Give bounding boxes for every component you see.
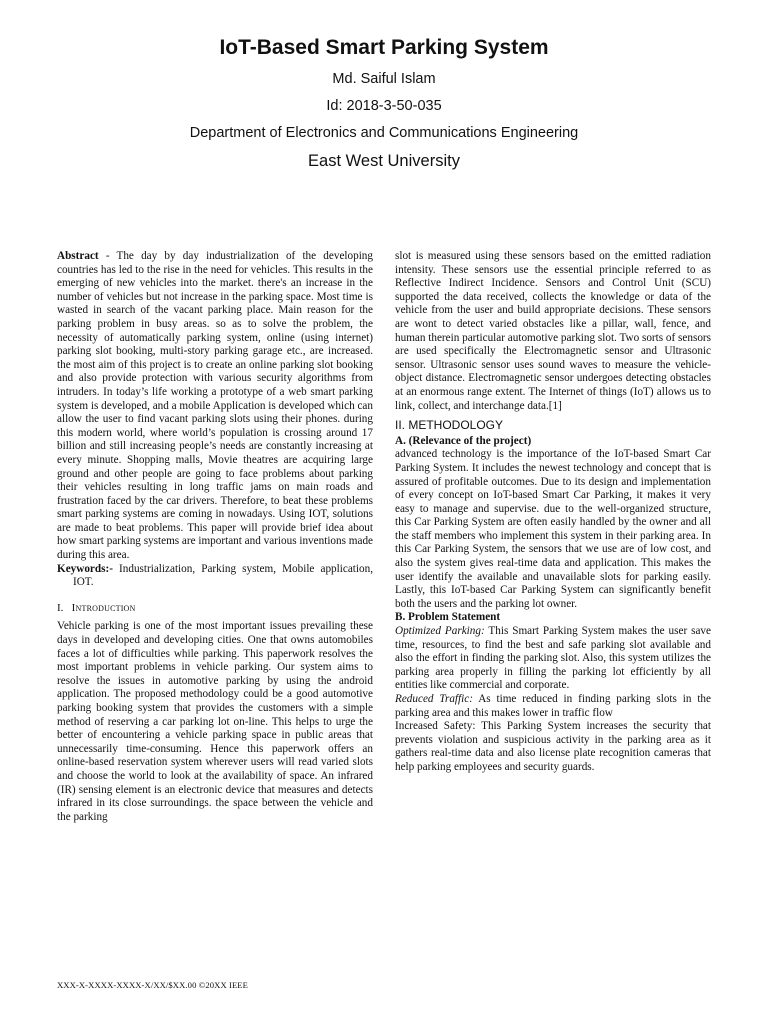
subsection-a-text: advanced technology is the importance of the IoT-based Smart Car Parking System. It includes the newest technology and concept that is assured of profitable outcomes. Due to its design and implementation of every concept on IoT-based Smart Car Parking, it makes it very easy to manage and supervise. due to the well-organized structure, this Car Parking System are often easily handled by the owner and all the staff members who implement this system in their parking area. In this Car Parking System, the sensors that we use are of low cost, and also the system gives real-time data and application. This makes the user identify the available and unavailable slots for parking easily. Lastly, this IoT-based Car Parking System can significantly benefit both the users and the parking lot owner. xyxy=(395,448,711,610)
copyright-footer: XXX-X-XXXX-XXXX-X/XX/$XX.00 ©20XX IEEE xyxy=(57,980,249,990)
author-name: Md. Saiful Islam xyxy=(332,71,436,87)
reduced-traffic-text: As time reduced in finding parking slots in the parking area and this makes lower in traffic flow xyxy=(395,693,711,719)
abstract-text: - The day by day industrialization of the developing countries has led to the rise in the need for vehicles. This results in the emerging of new vehicles into the market. there's an increase in the number of vehicles but not increase in the parking space. Most time is wasted in search of the vacant parking place. Main reason for the parking problem in busy areas. so as to solve the problem, the necessity of automatically parking system, online (using internet) parking slot booking, multi-story parking garage etc., are increased. the most aim of this project is to create an online parking slot booking and also provide protection with various security algorithms from intruders. In today’s life working a prototype of a web smart parking system is developed, and a mobile Application is developed which can allow the user to find vacant parking slots using their phones. during this modern world, where world’s population is crossing around 17 billion and still increasing people’s needs are constantly increasing at every minute. Shopping malls, Movie theatres are acquiring large ground and other people are going to face problems about parking their vehicles resulting in long traffic jams on main roads and frustration faced by the car drivers. Therefore, to beat these problems smart parking systems are coming in nowadays. Using IOT, solutions are made to beat problems. This paper will provide brief idea about how smart parking systems are important and various inventions made during this area. xyxy=(57,250,373,562)
left-column xyxy=(57,250,373,824)
keywords-text: Industrialization, Parking system, Mobile application, IOT. xyxy=(73,562,373,589)
abstract-paragraph xyxy=(57,250,373,563)
subsection-a-heading: A. (Relevance of the project) xyxy=(395,434,532,447)
introduction-number: I. xyxy=(57,601,64,614)
subsection-b-heading: B. Problem Statement xyxy=(395,611,501,624)
paper-header xyxy=(0,34,768,172)
paper-title: IoT-Based Smart Parking System xyxy=(219,36,549,59)
optimized-parking-label: Optimized Parking: xyxy=(395,625,485,638)
keywords-paragraph xyxy=(57,563,373,590)
abstract-label: Abstract xyxy=(57,250,99,262)
introduction-text-left: Vehicle parking is one of the most important issues prevailing these days in developed and developing cities. One that owns automobiles faces a lot of difficulties while parking. This paperwork resolves the most important problems in vehicle parking. Our system aims to resolve the issues in automotive parking by using the android application. The proposed methodology could be a good automotive parking booking system that provides the customers with a simple method of reserving a car parking lot on-line. This helps to urge the better of encountering a vehicle parking space in public areas that unnecessarily time-consuming. Hence this paperwork offers an online-based reservation system wherever users will read varied slots and choose the world to look at the availability of space. An infrared (IR) sensing element is an electronic device that measures and detects infrared in its close surroundings. the space between the vehicle and the parking xyxy=(57,620,373,823)
optimized-parking-text: This Smart Parking System makes the user save time, resources, to find the best and safe parking slot available and also the effort in finding the parking slot. Also, this system utilizes the parking area properly in filling the parking lot efficiently by all entities like commercial and corporate. xyxy=(395,625,711,692)
right-column xyxy=(395,250,711,775)
keywords-label: Keywords:- xyxy=(57,562,113,575)
university: East West University xyxy=(308,152,460,170)
introduction-title: Introduction xyxy=(71,601,136,614)
introduction-text-right: slot is measured using these sensors based on the emitted radiation intensity. These sensors use the essential principle referred to as Reflective Indirect Incidence. Sensors and Control Unit (SCU) supported the data received, collects the knowledge or data of the vehicle from the user and build appropriate decisions. These sensors are wont to detect varied obstacles like a pillar, wall, fence, and human therein particular automotive parking slot. Two sorts of sensors are used specifically the Electromagnetic sensor and Ultrasonic sensor. Ultrasonic sensor uses sound waves to measure the vehicle-object distance. Electromagnetic sensor undergoes detecting obstacles at an enormous range extent. The Internet of things (IoT) allows us to link, collect, and interchange data.[1] xyxy=(395,250,711,412)
methodology-heading: II. METHODOLOGY xyxy=(395,418,504,433)
author-id: Id: 2018-3-50-035 xyxy=(326,98,442,114)
optimized-parking-paragraph xyxy=(395,625,711,693)
increased-safety-paragraph: Increased Safety: This Parking System increases the security that prevents violation and suspicious activity in the parking area as it gathers real-time data and also license plate recognition cameras that help parking employees and security guards. xyxy=(395,720,711,773)
reduced-traffic-paragraph xyxy=(395,693,711,720)
reduced-traffic-label: Reduced Traffic: xyxy=(395,693,473,705)
department: Department of Electronics and Communications Engineering xyxy=(189,125,579,141)
introduction-heading xyxy=(57,602,373,616)
